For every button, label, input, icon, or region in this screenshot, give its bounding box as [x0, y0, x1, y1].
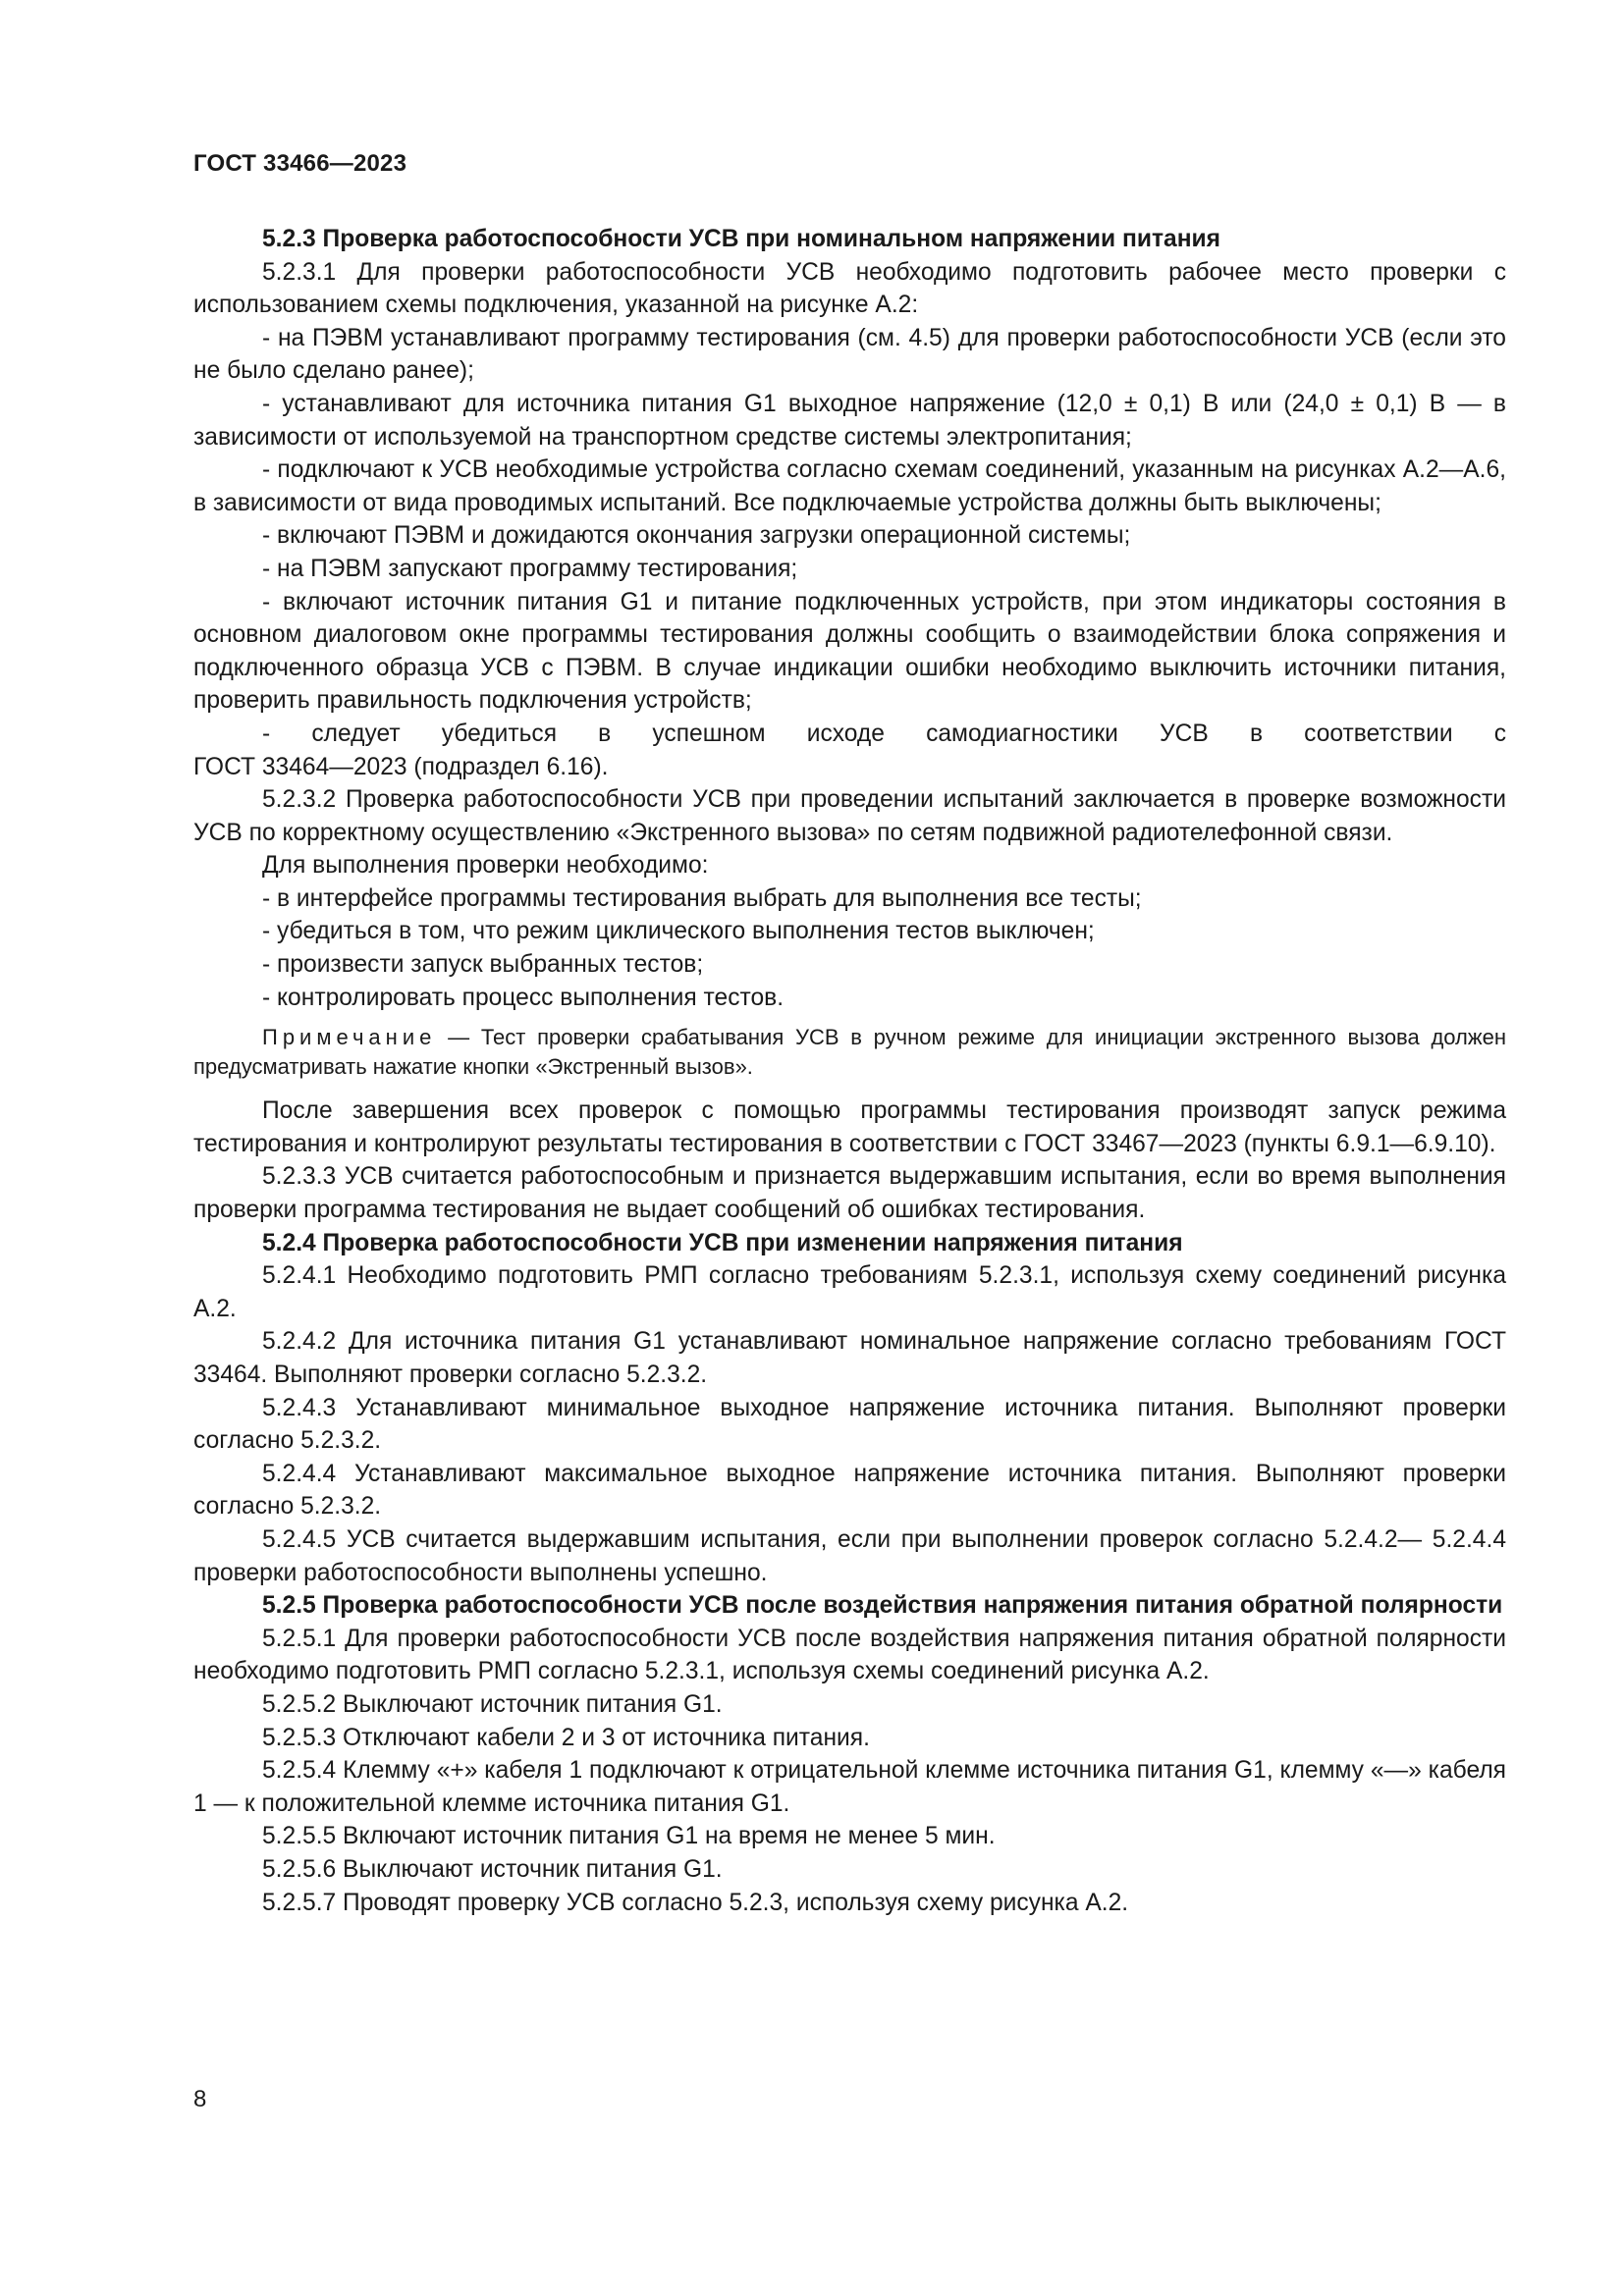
- list-item: - контролировать процесс выполнения тестов.: [262, 984, 785, 1011]
- list-item: - подключают к УСВ необходимые устройства согласно схемам соединений, указанным на рисунках А.2—А.6, в зависимости от вида проводимых испытаний. Все подключаемые устройства должны быть выключены;: [193, 456, 1506, 516]
- list-item: - произвести запуск выбранных тестов;: [262, 951, 704, 979]
- paragraph: 5.2.4.4 Устанавливают максимальное выходное напряжение источника питания. Выполняют проверки согласно 5.2.3.2.: [193, 1460, 1506, 1521]
- paragraph: 5.2.5.1 Для проверки работоспособности УСВ после воздействия напряжения питания обратной полярности необходимо подготовить РМП согласно 5.2.3.1, используя схемы соединений рисунка А.2.: [193, 1625, 1506, 1685]
- note-text: — Тест проверки срабатывания УСВ в ручном режиме для инициации экстренного вызова должен предусматривать нажатие кнопки «Экстренный вызов».: [193, 1025, 1506, 1080]
- paragraph: 5.2.5.6 Выключают источник питания G1.: [262, 1855, 723, 1883]
- list-item: - включают ПЭВМ и дожидаются окончания загрузки операционной системы;: [262, 522, 1131, 550]
- paragraph: 5.2.4.3 Устанавливают минимальное выходное напряжение источника питания. Выполняют проверки согласно 5.2.3.2.: [193, 1394, 1506, 1455]
- paragraph: 5.2.5.2 Выключают источник питания G1.: [262, 1690, 723, 1718]
- list-item: - на ПЭВМ запускают программу тестирования;: [262, 555, 798, 582]
- document-header: ГОСТ 33466—2023: [193, 150, 407, 177]
- list-item: - устанавливают для источника питания G1 выходное напряжение (12,0 ± 0,1) В или (24,0 ± 0,1) В — в зависимости от используемой на транспортном средстве системы электропитания;: [193, 390, 1506, 451]
- page-number: 8: [193, 2086, 207, 2112]
- paragraph: 5.2.3.2 Проверка работоспособности УСВ при проведении испытаний заключается в проверке возможности УСВ по корректному осуществлению «Экстренного вызова» по сетям подвижной радиотелефонной связи.: [193, 786, 1506, 846]
- list-item: - в интерфейсе программы тестирования выбрать для выполнения все тесты;: [262, 884, 1142, 912]
- paragraph: 5.2.5.7 Проводят проверку УСВ согласно 5.2.3, используя схему рисунка А.2.: [262, 1889, 1129, 1916]
- list-item: - включают источник питания G1 и питание подключенных устройств, при этом индикаторы состояния в основном диалоговом окне программы тестирования должны сообщить о взаимодействии блока сопряжения и подключенного образца УСВ с ПЭВМ. В случае индикации ошибки необходимо выключить источники питания, проверить правильность подключения устройств;: [193, 588, 1506, 715]
- paragraph: 5.2.4.1 Необходимо подготовить РМП согласно требованиям 5.2.3.1, используя схему соединений рисунка А.2.: [193, 1262, 1506, 1322]
- note: [193, 1023, 1506, 1082]
- paragraph: После завершения всех проверок с помощью программы тестирования производят запуск режима тестирования и контролируют результаты тестирования в соответствии с ГОСТ 33467—2023 (пункты 6.9.1—6.9.10).: [193, 1097, 1506, 1157]
- paragraph: 5.2.5.4 Клемму «+» кабеля 1 подключают к отрицательной клемме источника питания G1, клемму «—» кабеля 1 — к положительной клемме источника питания G1.: [193, 1757, 1506, 1817]
- paragraph: 5.2.5.3 Отключают кабели 2 и 3 от источника питания.: [262, 1724, 870, 1751]
- note-label: Примечание: [262, 1025, 437, 1050]
- paragraph: 5.2.4.2 Для источника питания G1 устанавливают номинальное напряжение согласно требованиям ГОСТ 33464. Выполняют проверки согласно 5.2.3.2.: [193, 1328, 1506, 1388]
- paragraph: 5.2.3.1 Для проверки работоспособности УСВ необходимо подготовить рабочее место проверки с использованием схемы подключения, указанной на рисунке А.2:: [193, 258, 1506, 319]
- list-item: - следует убедиться в успешном исходе самодиагностики УСВ в соответствии с: [262, 720, 1506, 747]
- list-item: - убедиться в том, что режим циклического выполнения тестов выключен;: [262, 918, 1095, 945]
- list-item: - на ПЭВМ устанавливают программу тестирования (см. 4.5) для проверки работоспособности УСВ (если это не было сделано ранее);: [193, 324, 1506, 385]
- paragraph: 5.2.3.3 УСВ считается работоспособным и признается выдержавшим испытания, если во время выполнения проверки программа тестирования не выдает сообщений об ошибках тестирования.: [193, 1163, 1506, 1224]
- paragraph: Для выполнения проверки необходимо:: [262, 852, 709, 880]
- document-body: [193, 223, 1506, 1919]
- section-heading-5-2-5: 5.2.5 Проверка работоспособности УСВ после воздействия напряжения питания обратной полярности: [262, 1592, 1503, 1620]
- paragraph: 5.2.4.5 УСВ считается выдержавшим испытания, если при выполнении проверок согласно 5.2.4.2— 5.2.4.4 проверки работоспособности выполнены успешно.: [193, 1525, 1506, 1586]
- section-heading-5-2-4: 5.2.4 Проверка работоспособности УСВ при изменении напряжения питания: [262, 1229, 1183, 1256]
- list-item-continuation: ГОСТ 33464—2023 (подраздел 6.16).: [193, 753, 609, 780]
- paragraph: 5.2.5.5 Включают источник питания G1 на время не менее 5 мин.: [262, 1823, 996, 1850]
- section-heading-5-2-3: 5.2.3 Проверка работоспособности УСВ при номинальном напряжении питания: [262, 226, 1221, 252]
